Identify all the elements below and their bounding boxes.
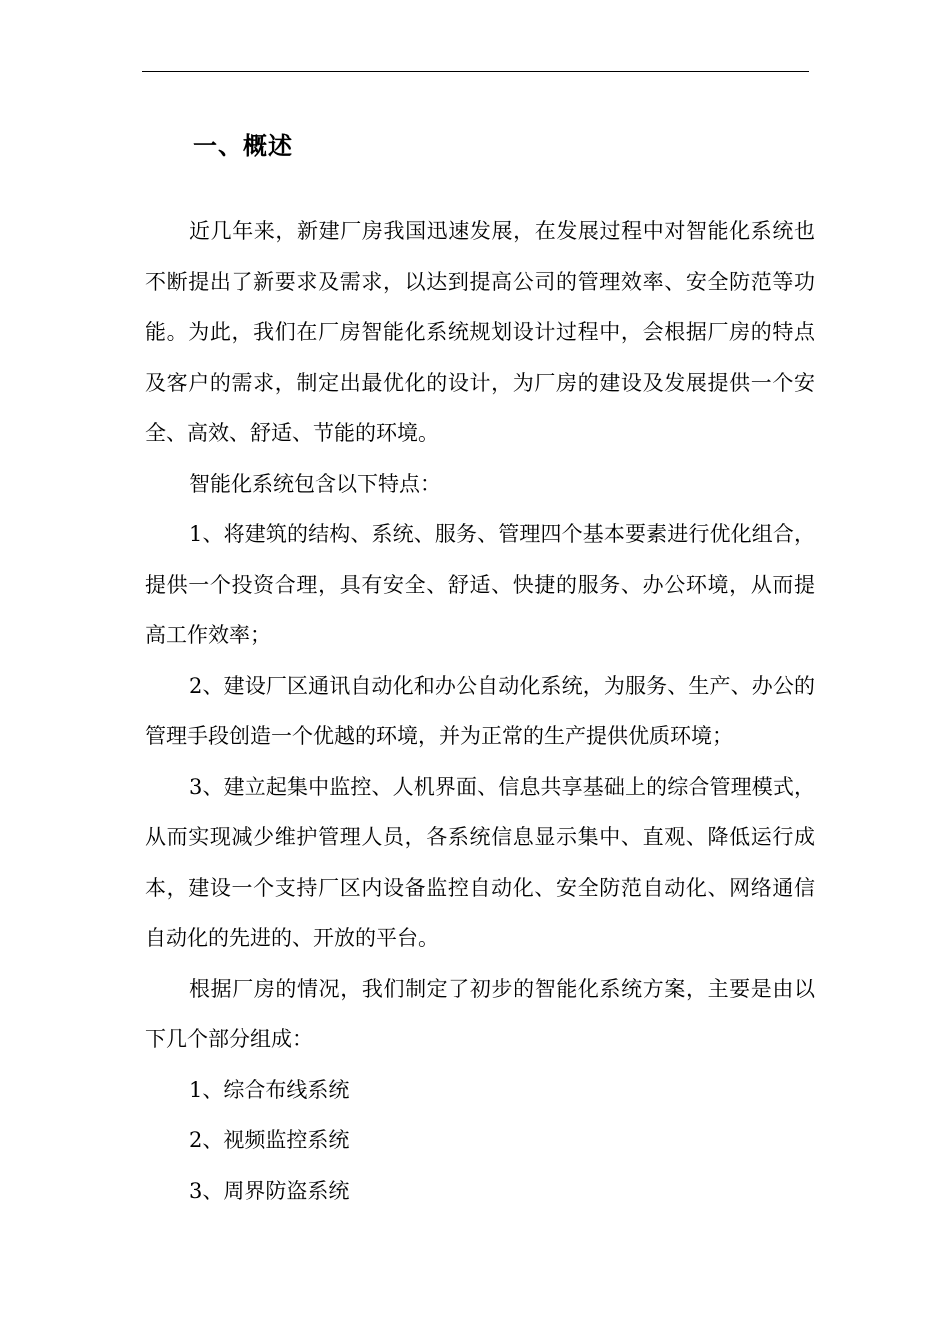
system-item-2: 2、视频监控系统 [189, 1128, 350, 1152]
header-rule [142, 71, 809, 72]
feature-item-3: 3、建立起集中监控、人机界面、信息共享基础上的综合管理模式，从而实现减少维护管理人员，各系统信息显示集中、直观、降低运行成本，建设一个支持厂区内设备监控自动化、安全防范自动化、网络通信自动化的先进的、开放的平台。 [145, 774, 815, 950]
composition-intro: 根据厂房的情况，我们制定了初步的智能化系统方案，主要是由以下几个部分组成： [145, 976, 815, 1051]
intro-paragraph: 近几年来，新建厂房我国迅速发展，在发展过程中对智能化系统也不断提出了新要求及需求，以达到提高公司的管理效率、安全防范等功能。为此，我们在厂房智能化系统规划设计过程中，会根据厂房的特点及客户的需求，制定出最优化的设计，为厂房的建设及发展提供一个安全、高效、舒适、节能的环境。 [145, 219, 815, 445]
system-item-3: 3、周界防盗系统 [189, 1178, 350, 1203]
section-heading: 一、概述 [193, 131, 293, 160]
feature-item-1: 1、将建筑的结构、系统、服务、管理四个基本要素进行优化组合，提供一个投资合理，具有安全、舒适、快捷的服务、办公环境，从而提高工作效率； [145, 522, 815, 647]
system-item-1: 1、综合布线系统 [189, 1077, 350, 1102]
feature-item-2: 2、建设厂区通讯自动化和办公自动化系统，为服务、生产、办公的管理手段创造一个优越的环境，并为正常的生产提供优质环境； [145, 673, 815, 748]
features-intro: 智能化系统包含以下特点： [189, 471, 441, 496]
body-text [145, 206, 815, 1216]
